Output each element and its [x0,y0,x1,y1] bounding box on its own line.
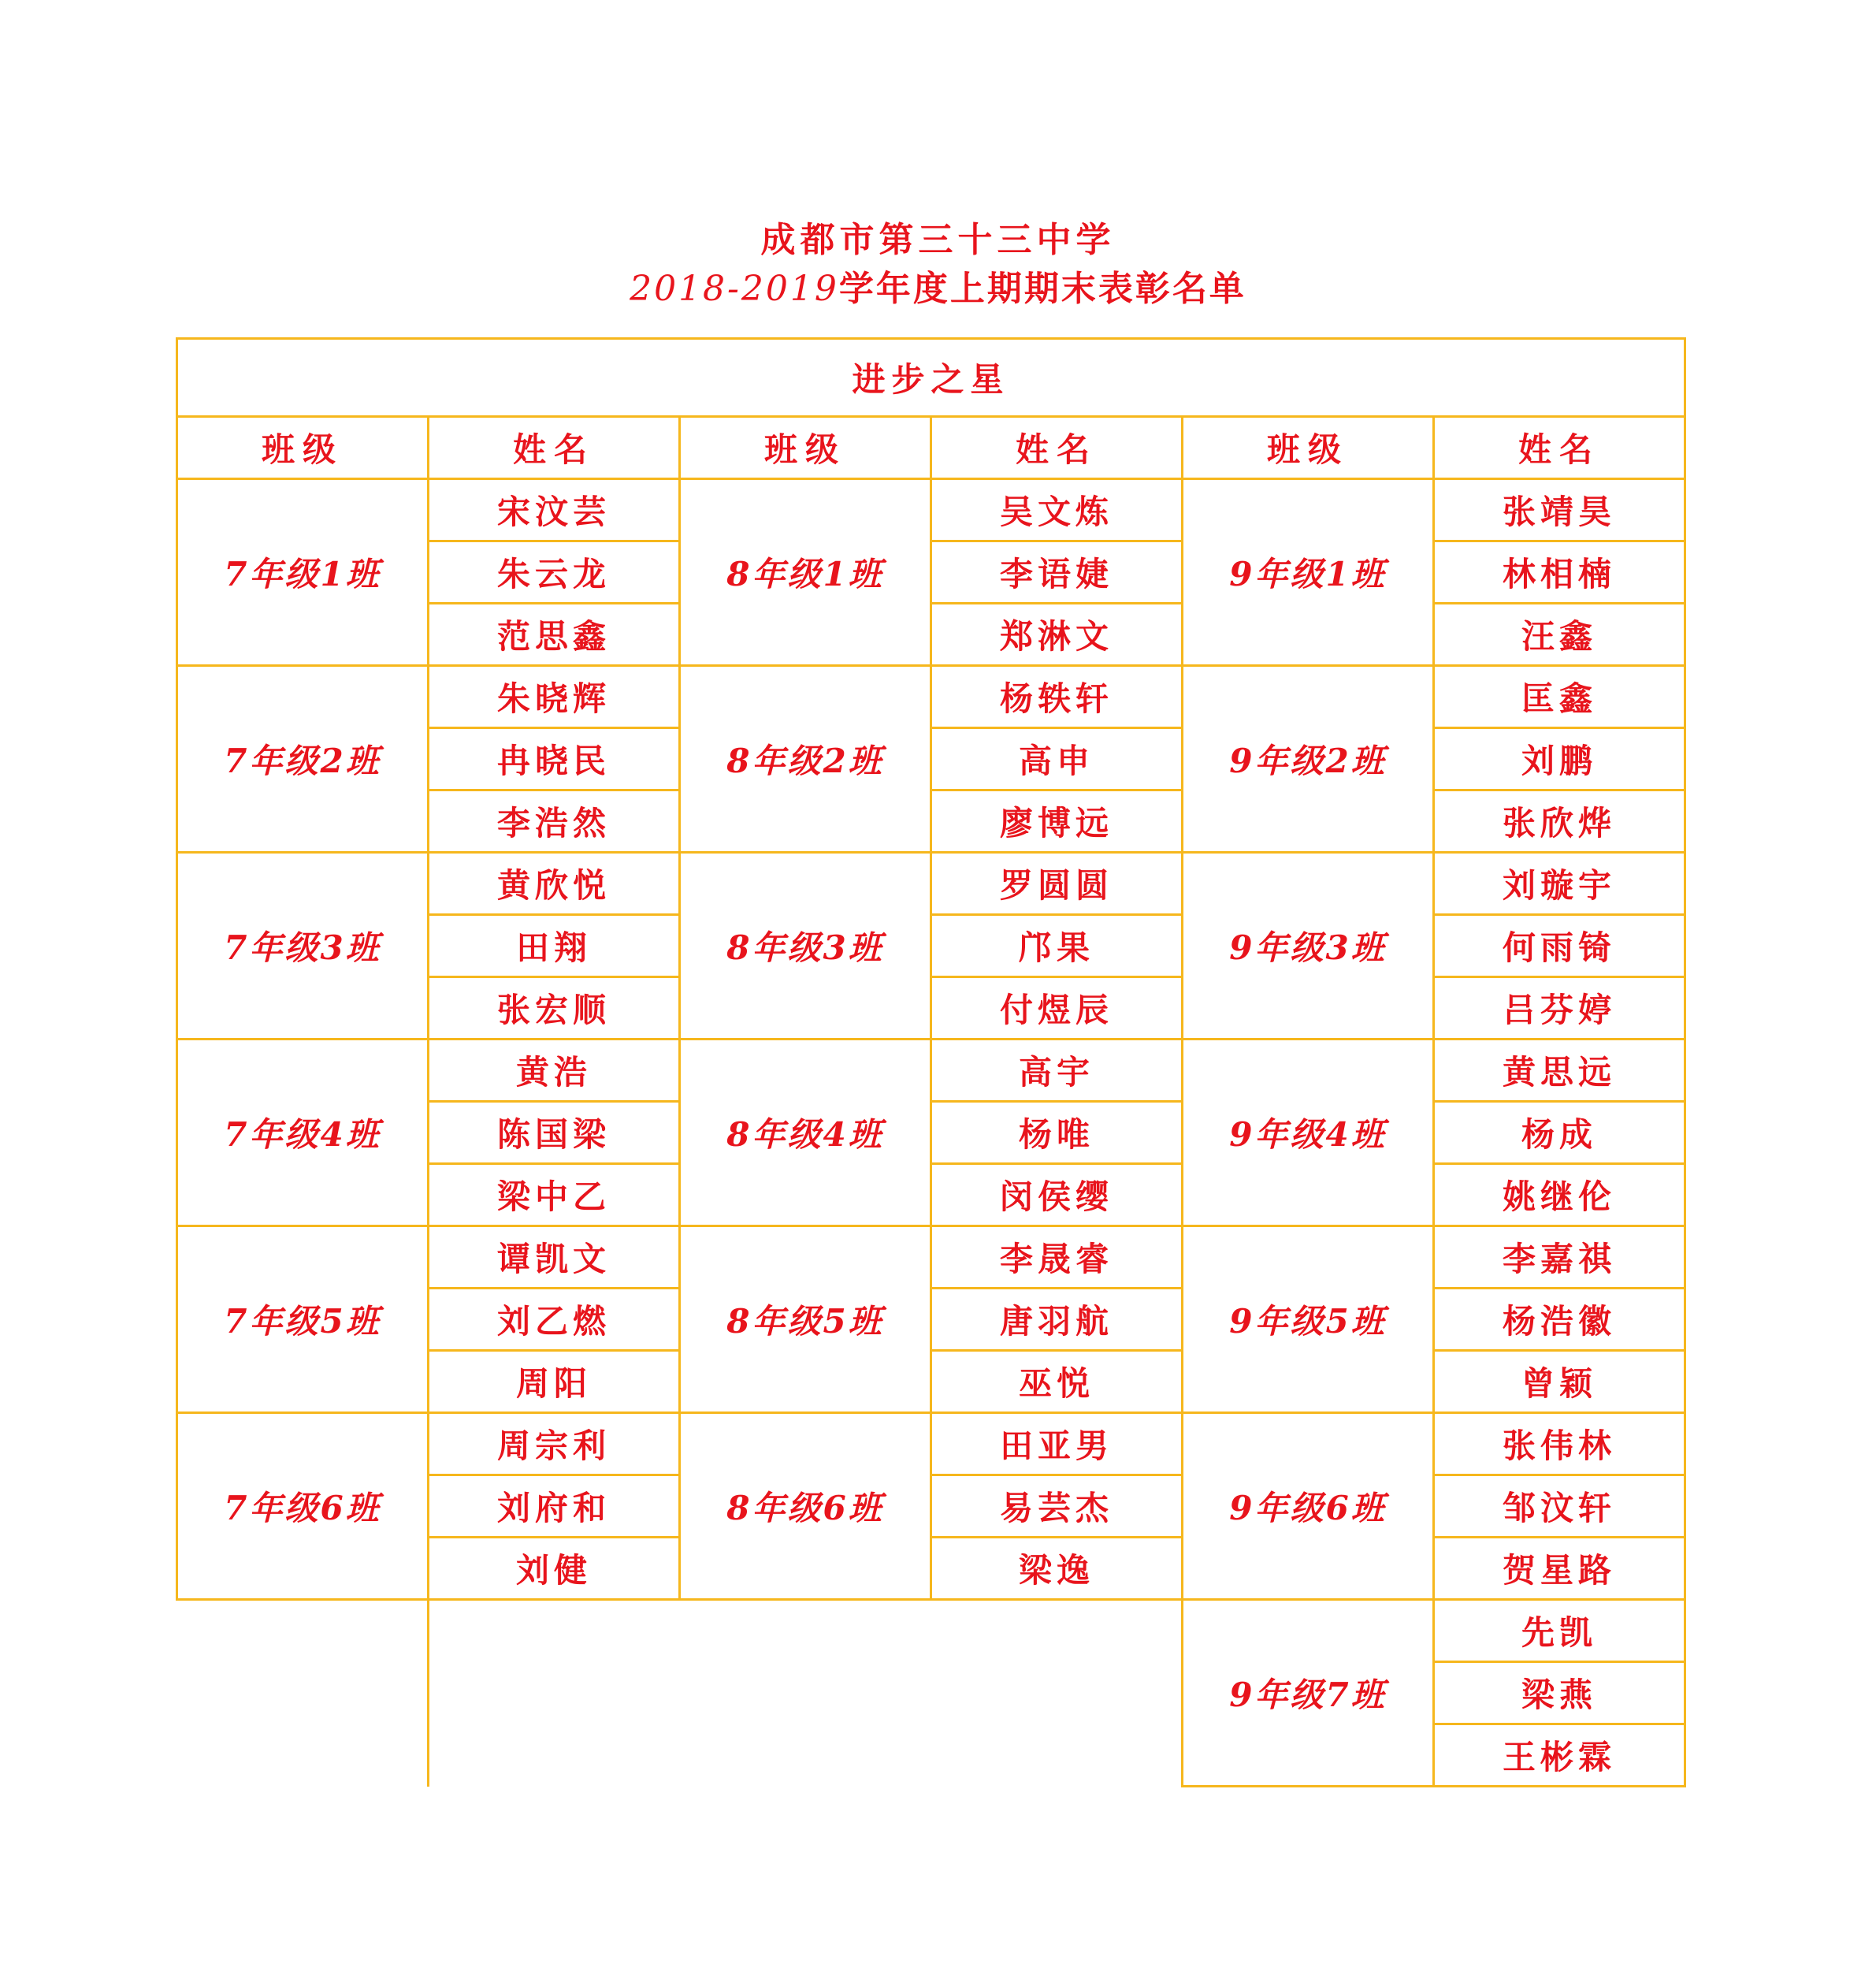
student-name: 范思鑫 [429,604,680,666]
table-row [177,1600,1685,1662]
col-class-7: 班级 [177,417,429,479]
student-name: 闵侯缨 [931,1164,1183,1226]
student-name: 李嘉祺 [1434,1226,1685,1289]
academic-year: 2018-2019 [630,269,839,309]
student-name: 贺星路 [1434,1538,1685,1600]
student-name: 邝果 [931,915,1183,977]
student-name: 吕芬婷 [1434,977,1685,1040]
student-name: 张靖昊 [1434,479,1685,541]
class-cell: 9年级1班 [1183,479,1434,666]
col-class-9: 班级 [1183,417,1434,479]
student-name: 易芸杰 [931,1475,1183,1538]
class-cell: 9年级2班 [1183,666,1434,853]
student-name: 张伟林 [1434,1413,1685,1475]
table-row [177,479,1685,541]
student-name: 李晟睿 [931,1226,1183,1289]
empty-cell [177,1600,429,1787]
col-class-8: 班级 [680,417,931,479]
student-name: 高申 [931,728,1183,790]
student-name: 杨轶轩 [931,666,1183,728]
table-row [177,1226,1685,1289]
student-name: 匡鑫 [1434,666,1685,728]
student-name: 朱晓辉 [429,666,680,728]
student-name: 宋汶芸 [429,479,680,541]
student-name: 梁燕 [1434,1662,1685,1724]
table-row [177,666,1685,728]
student-name: 付煜辰 [931,977,1183,1040]
student-name: 李浩然 [429,790,680,853]
empty-cell [931,1600,1183,1787]
empty-cell [429,1600,680,1787]
student-name: 巫悦 [931,1351,1183,1413]
table-row [177,1413,1685,1475]
col-name-7: 姓名 [429,417,680,479]
student-name: 曾颖 [1434,1351,1685,1413]
list-subtitle-text: 学年度上期期末表彰名单 [838,269,1246,309]
student-name: 周宗利 [429,1413,680,1475]
student-name: 何雨锜 [1434,915,1685,977]
class-cell: 8年级2班 [680,666,931,853]
class-cell: 8年级3班 [680,853,931,1040]
student-name: 刘健 [429,1538,680,1600]
student-name: 刘乙燃 [429,1289,680,1351]
col-name-9: 姓名 [1434,417,1685,479]
column-header-row [177,417,1685,479]
class-cell: 7年级4班 [177,1040,429,1226]
class-cell: 7年级5班 [177,1226,429,1413]
student-name: 周阳 [429,1351,680,1413]
class-cell: 9年级5班 [1183,1226,1434,1413]
student-name: 田亚男 [931,1413,1183,1475]
class-cell: 9年级4班 [1183,1040,1434,1226]
student-name: 刘府和 [429,1475,680,1538]
student-name: 杨成 [1434,1102,1685,1164]
student-name: 冉晓民 [429,728,680,790]
student-name: 邹汶轩 [1434,1475,1685,1538]
student-name: 刘鹏 [1434,728,1685,790]
student-name: 王彬霖 [1434,1724,1685,1787]
student-name: 张欣烨 [1434,790,1685,853]
class-cell: 8年级5班 [680,1226,931,1413]
student-name: 唐羽航 [931,1289,1183,1351]
class-cell: 8年级1班 [680,479,931,666]
student-name: 高宇 [931,1040,1183,1102]
class-cell: 8年级4班 [680,1040,931,1226]
student-name: 朱云龙 [429,541,680,604]
student-name: 黄欣悦 [429,853,680,915]
school-title: 成都市第三十三中学 [760,220,1116,260]
class-cell: 9年级7班 [1183,1600,1434,1787]
table-row [177,1040,1685,1102]
student-name: 刘璇宇 [1434,853,1685,915]
class-cell: 7年级1班 [177,479,429,666]
student-name: 谭凯文 [429,1226,680,1289]
student-name: 汪鑫 [1434,604,1685,666]
student-name: 杨唯 [931,1102,1183,1164]
col-name-8: 姓名 [931,417,1183,479]
student-name: 黄思远 [1434,1040,1685,1102]
table-banner: 进步之星 [177,339,1685,417]
class-cell: 9年级3班 [1183,853,1434,1040]
student-name: 先凯 [1434,1600,1685,1662]
student-name: 梁逸 [931,1538,1183,1600]
table-row [177,853,1685,915]
student-name: 郑淋文 [931,604,1183,666]
student-name: 吴文炼 [931,479,1183,541]
class-cell: 7年级3班 [177,853,429,1040]
student-name: 姚继伦 [1434,1164,1685,1226]
student-name: 陈国梁 [429,1102,680,1164]
class-cell: 8年级6班 [680,1413,931,1600]
honor-roll-table [176,337,1686,1787]
list-subtitle [0,260,1876,311]
student-name: 林相楠 [1434,541,1685,604]
student-name: 张宏顺 [429,977,680,1040]
student-name: 罗圆圆 [931,853,1183,915]
student-name: 梁中乙 [429,1164,680,1226]
class-cell: 9年级6班 [1183,1413,1434,1600]
student-name: 李语婕 [931,541,1183,604]
student-name: 黄浩 [429,1040,680,1102]
student-name: 杨浩徽 [1434,1289,1685,1351]
class-cell: 7年级6班 [177,1413,429,1600]
student-name: 廖博远 [931,790,1183,853]
empty-cell [680,1600,931,1787]
class-cell: 7年级2班 [177,666,429,853]
student-name: 田翔 [429,915,680,977]
